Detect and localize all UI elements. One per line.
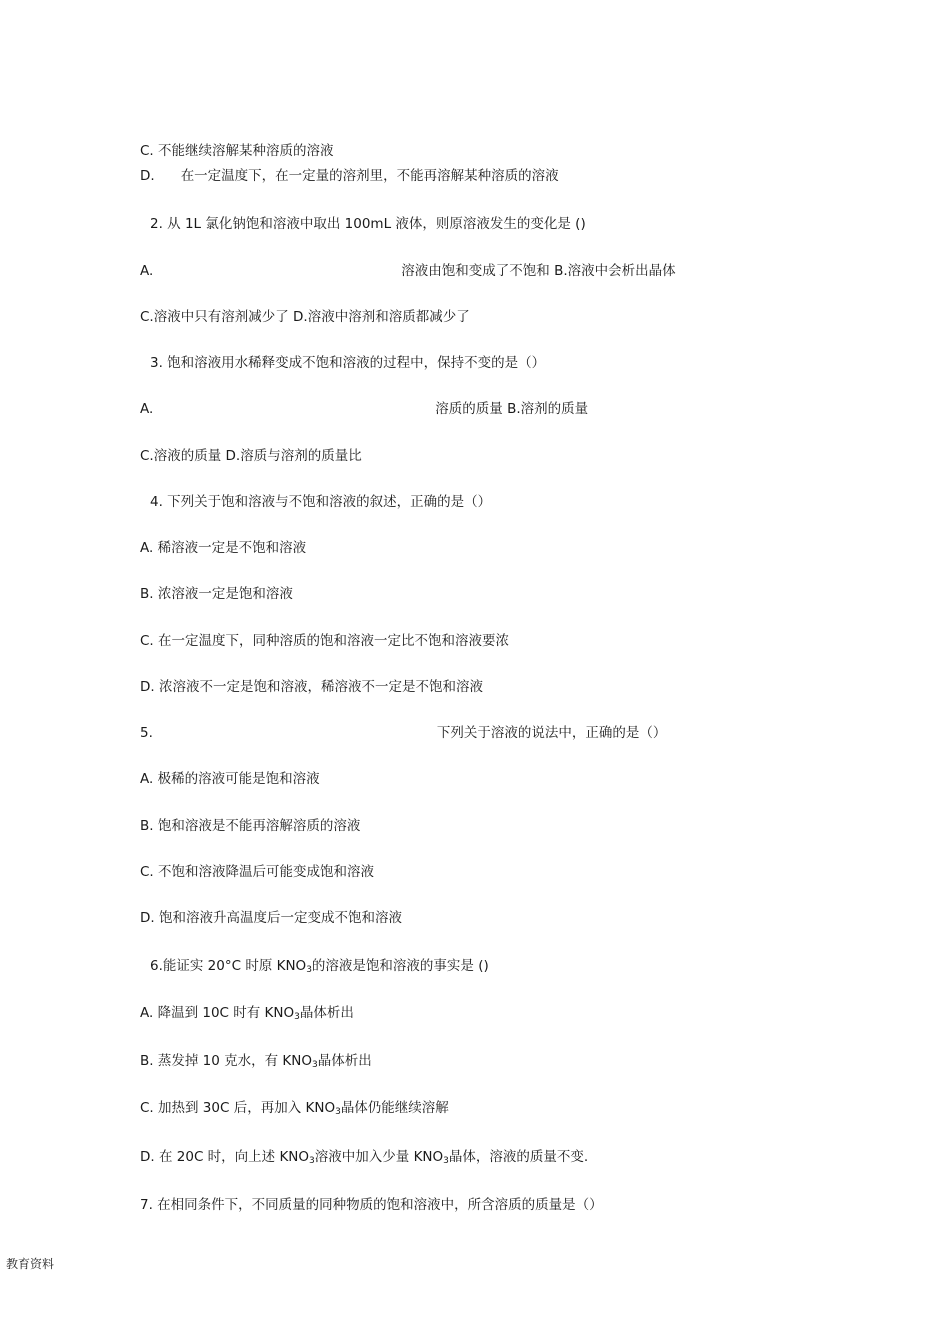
question-2-options-ab: A. 溶液由饱和变成了不饱和 B.溶液中会析出晶体 [140,263,676,279]
footer-label: 教育资料 [6,1257,55,1271]
question-6-option-d: D. 在 20C 时，向上述 $KNO_3$溶液中加入少量 $KNO_3$晶体，溶液的质量不变. [140,1149,589,1166]
question-6-option-c: C. 加热到 30C 后，再加入 $KNO_3$晶体仍能继续溶解 [140,1100,449,1117]
option-c-line: C. 不能继续溶解某种溶质的溶液 [140,143,334,159]
question-2: 2. 从 1L 氯化钠饱和溶液中取出 100mL 液体，则原溶液发生的变化是 () [150,216,586,232]
question-6: 6.能证实 20°C 时原 $KNO_3$的溶液是饱和溶液的事实是 () [150,958,489,975]
question-4-option-c: C. 在一定温度下，同种溶质的饱和溶液一定比不饱和溶液要浓 [140,633,510,649]
question-4-option-b: B. 浓溶液一定是饱和溶液 [140,586,293,602]
question-3-options-ab: A. 溶质的质量 B.溶剂的质量 [140,401,589,417]
question-4-option-d: D. 浓溶液不一定是饱和溶液，稀溶液不一定是不饱和溶液 [140,679,483,695]
question-3-options-cd: C.溶液的质量 D.溶质与溶剂的质量比 [140,448,362,464]
question-4: 4. 下列关于饱和溶液与不饱和溶液的叙述，正确的是（） [150,494,492,510]
option-d-line: D. 在一定温度下，在一定量的溶剂里，不能再溶解某种溶质的溶液 [140,168,559,184]
question-5-option-c: C. 不饱和溶液降温后可能变成饱和溶液 [140,864,375,880]
question-5-option-b: B. 饱和溶液是不能再溶解溶质的溶液 [140,818,361,834]
question-6-option-a: A. 降温到 10C 时有 $KNO_3$晶体析出 [140,1005,354,1022]
question-5-option-a: A. 极稀的溶液可能是饱和溶液 [140,771,320,787]
question-2-options-cd: C.溶液中只有溶剂减少了 D.溶液中溶剂和溶质都减少了 [140,309,470,325]
question-5: 5. 下列关于溶液的说法中，正确的是（） [140,725,667,741]
question-4-option-a: A. 稀溶液一定是不饱和溶液 [140,540,307,556]
question-7: 7. 在相同条件下，不同质量的同种物质的饱和溶液中，所含溶质的质量是（） [140,1197,603,1213]
question-3: 3. 饱和溶液用水稀释变成不饱和溶液的过程中，保持不变的是（） [150,355,546,371]
question-5-option-d: D. 饱和溶液升高温度后一定变成不饱和溶液 [140,910,402,926]
question-6-option-b: B. 蒸发掉 10 克水，有 $KNO_3$晶体析出 [140,1053,372,1070]
